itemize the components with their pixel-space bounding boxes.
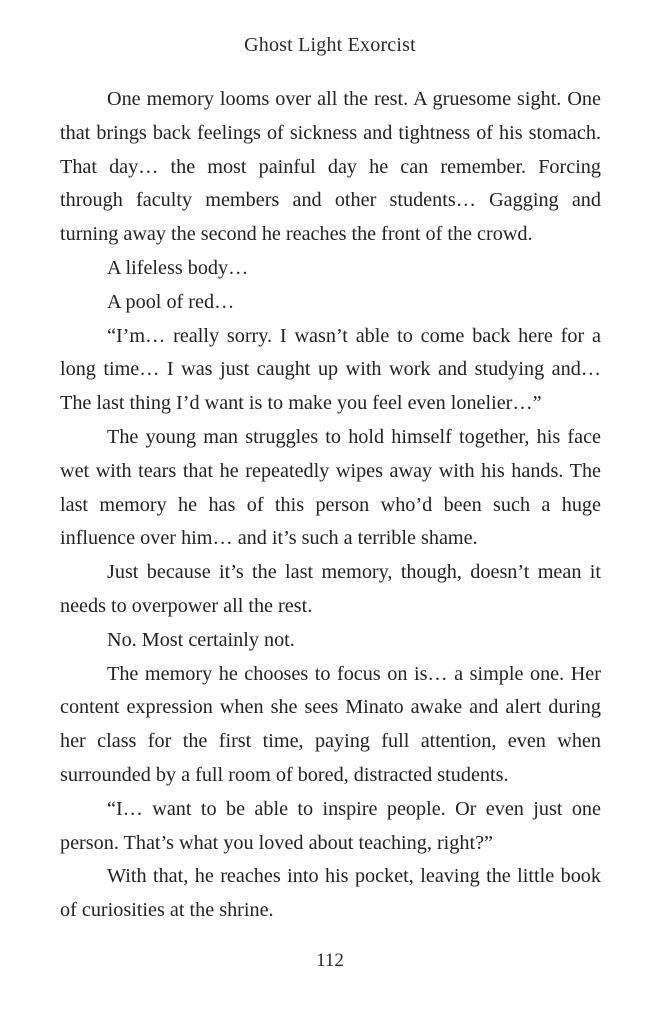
paragraph: The memory he chooses to focus on is… a simple one. Her content expression when she sees Minato awake and alert during her class for the first time, paying full attention, even when surrounded by a full room of bored, distracted students. bbox=[60, 662, 601, 786]
paragraph: Just because it’s the last memory, though, doesn’t mean it needs to overpower all the rest. bbox=[60, 561, 601, 617]
paragraph: “I… want to be able to inspire people. Or even just one person. That’s what you loved about teaching, right?” bbox=[60, 797, 601, 854]
paragraph: The young man struggles to hold himself together, his face wet with tears that he repeatedly wipes away with his hands. The last memory he has of this person who’d been such a huge influence over him… and it’s such a terrible shame. bbox=[60, 425, 601, 550]
paragraph: A lifeless body… bbox=[107, 256, 249, 279]
paragraph: One memory looms over all the rest. A gruesome sight. One that brings back feelings of sickness and tightness of his stomach. That day… the most painful day he can remember. Forcing through faculty members and other students… Gagging and turning away the second he reaches the front of the crowd. bbox=[60, 88, 601, 246]
page-number: 112 bbox=[316, 950, 344, 971]
paragraph: No. Most certainly not. bbox=[107, 628, 295, 651]
paragraph: “I’m… really sorry. I wasn’t able to come back here for a long time… I was just caught up with work and studying and… The last thing I’d want is to make you feel even lonelier…” bbox=[60, 324, 601, 415]
paragraph: A pool of red… bbox=[107, 290, 235, 313]
paragraph: With that, he reaches into his pocket, leaving the little book of curiosities at the shrine. bbox=[60, 865, 601, 922]
body-text bbox=[60, 83, 601, 928]
running-head-title: Ghost Light Exorcist bbox=[244, 34, 416, 56]
